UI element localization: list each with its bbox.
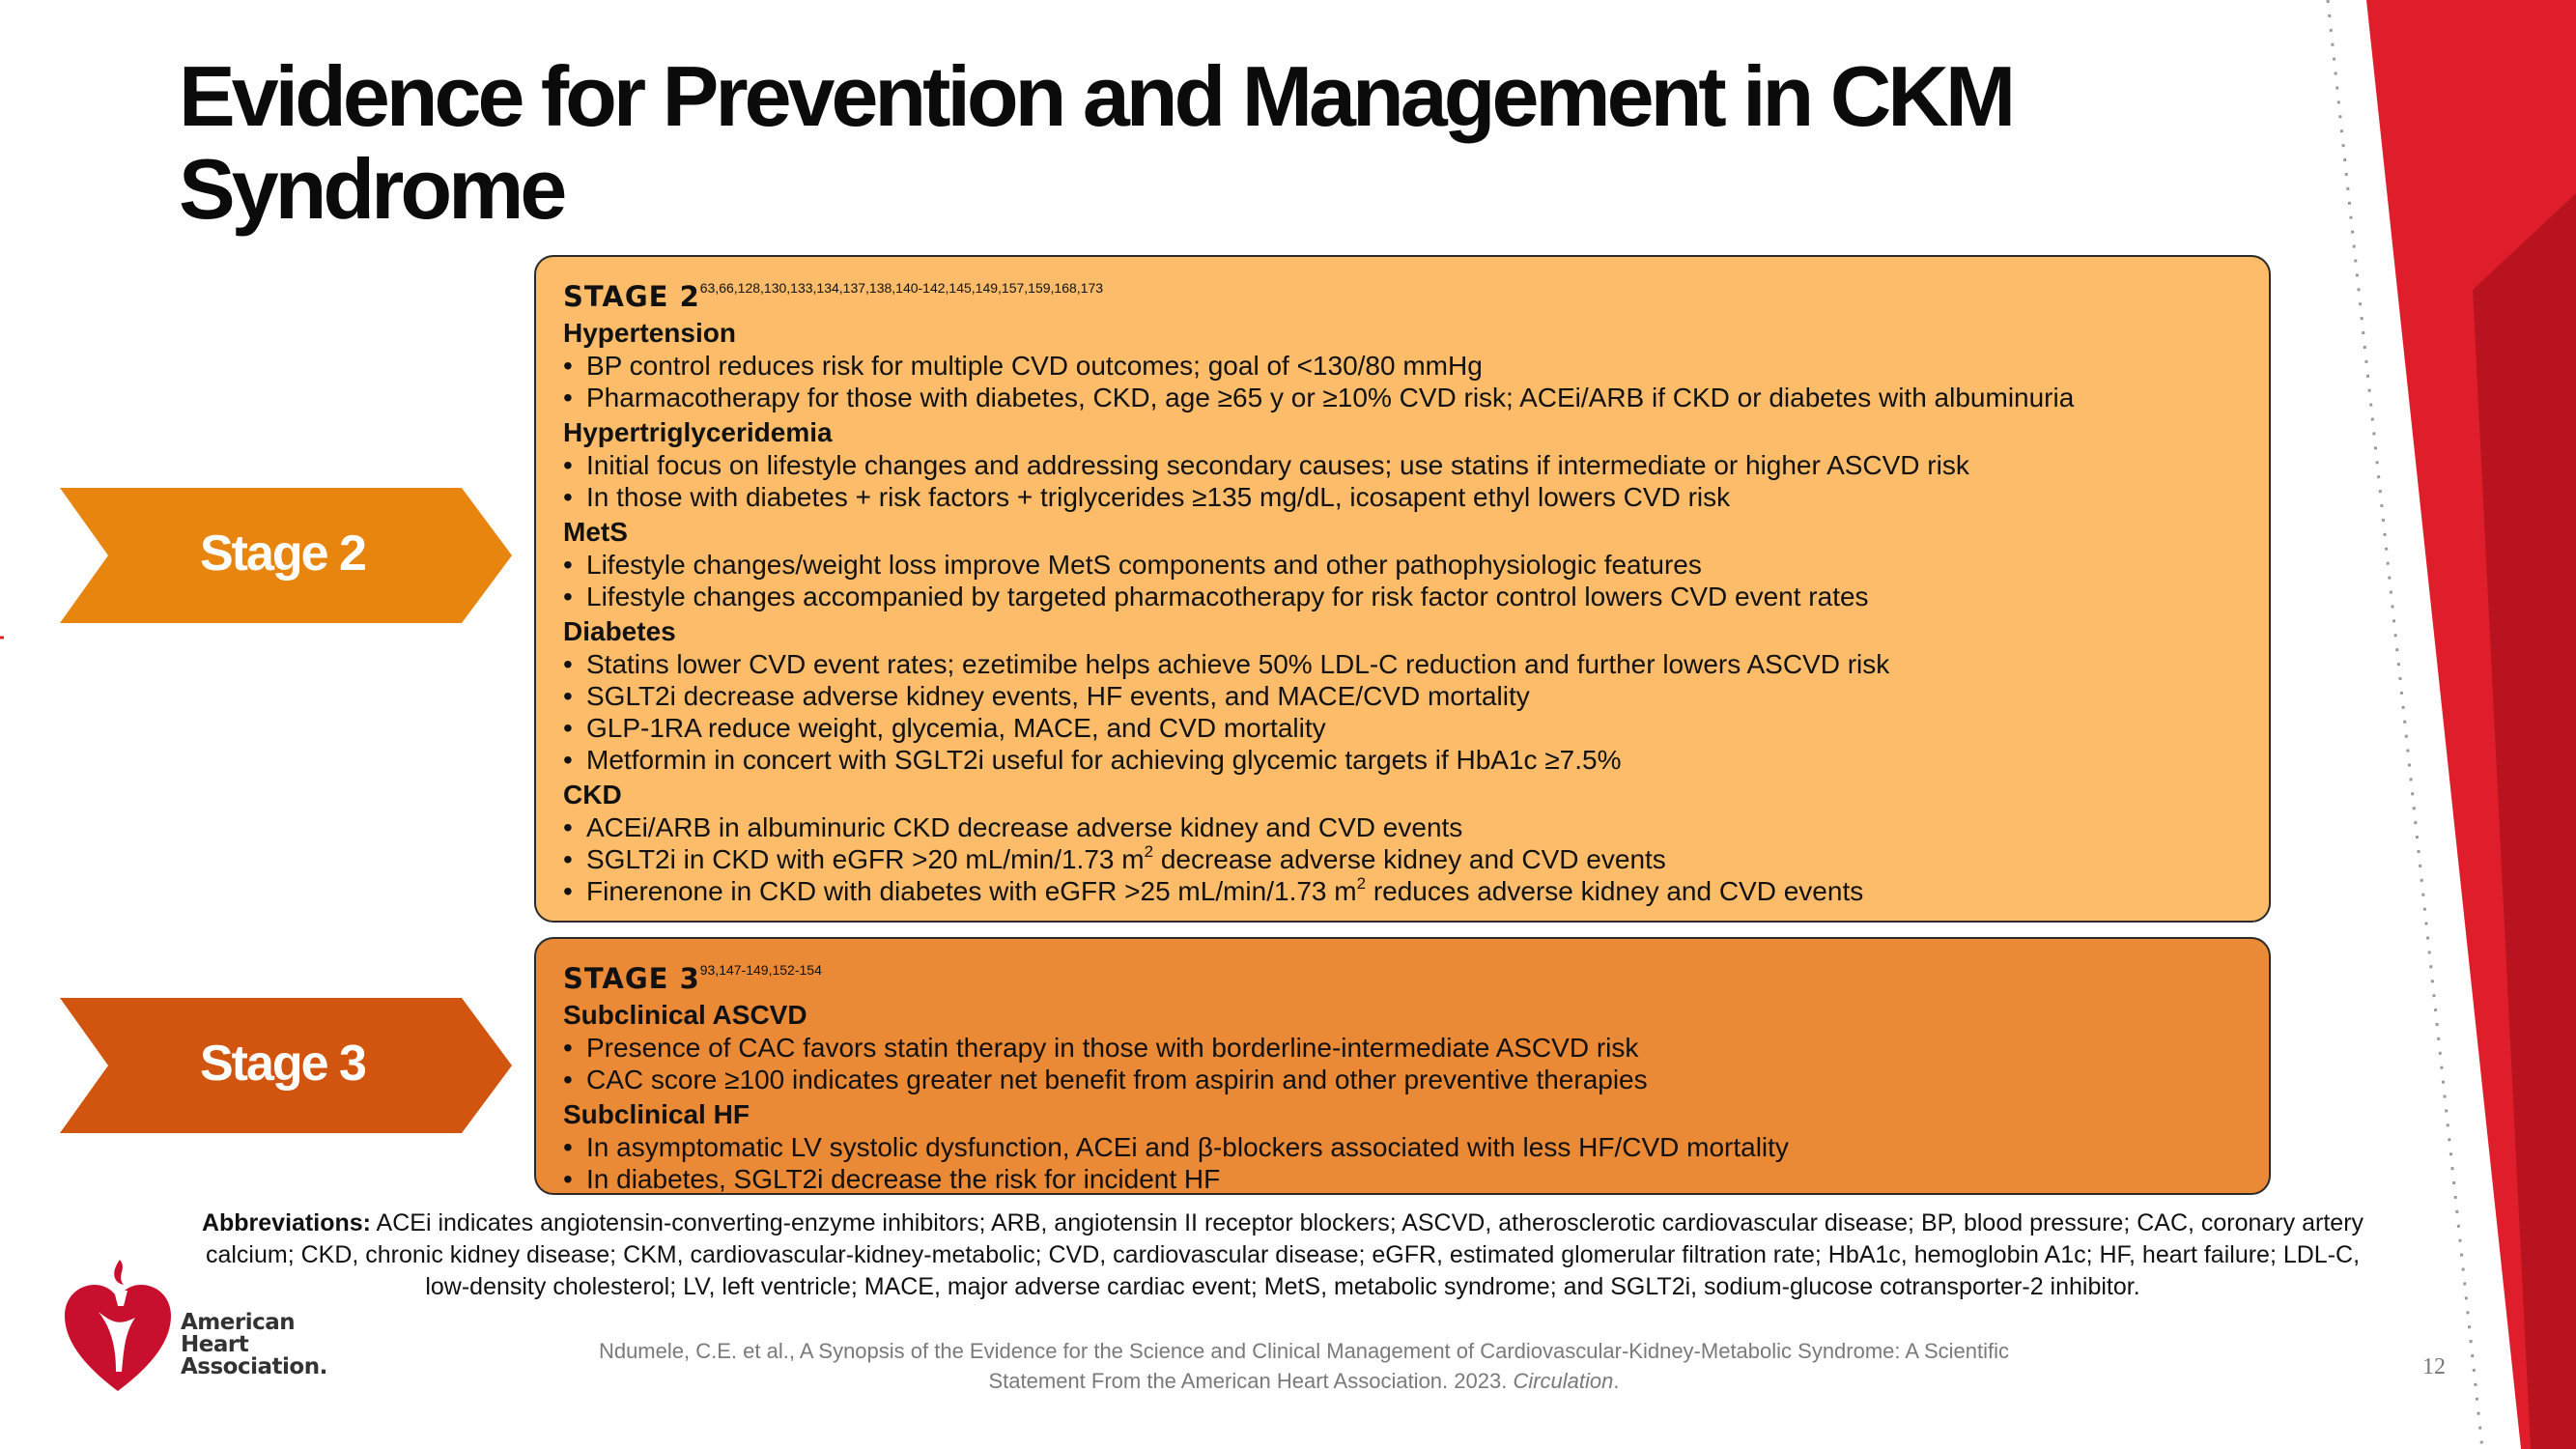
list-item: • SGLT2i in CKD with eGFR >20 mL/min/1.73 $m^2$ decrease adverse kidney and CVD events	[563, 843, 2242, 875]
citation-footnote: Ndumele, C.E. et al., A Synopsis of the Evidence for the Science and Clinical Management of Cardiovascular-Kidney-Metabolic Syndrome: A Scientific Statement From the American Heart Association. 2023. Circulation.	[598, 1339, 2010, 1393]
aha-logo-text: American Heart Association.	[181, 1310, 327, 1379]
stage2-evidence-box	[534, 255, 2271, 923]
list-item: • BP control reduces risk for multiple CVD outcomes; goal of <130/80 mmHg	[563, 350, 2242, 382]
subclinical-hf-list	[563, 1131, 2242, 1195]
abbreviations-text: ACEi indicates angiotensin-converting-enzyme inhibitors; ARB, angiotensin II receptor blockers; ASCVD, atherosclerotic cardiovascular disease; BP, blood pressure; CAC, coronary artery calcium; CKD, chronic kidney disease; CKM, cardiovascular-kidney-metabolic; CVD, cardiovascular disease; eGFR, estimated glomerular filtration rate; HbA1c, hemoglobin A1c; HF, heart failure; LDL-C, low-density cholesterol; LV, left ventricle; MACE, major adverse cardiac event; MetS, metabolic syndrome; and SGLT2i, sodium-glucose cotransporter-2 inhibitor.	[205, 1209, 2364, 1300]
stage3-chevron	[0, 0, 541, 1159]
stage3-heading: STAGE 3$^{93,147-149,152-154}$	[563, 962, 822, 995]
list-item: • In asymptomatic LV systolic dysfunction, ACEi and β-blockers associated with less HF/CVD mortality	[563, 1131, 2242, 1163]
abbreviations-footnote	[191, 1208, 2374, 1303]
section-title-hypertension: Hypertension	[563, 318, 736, 348]
slide-title: Evidence for Prevention and Management in CKM Syndrome	[179, 48, 2013, 237]
hypertension-list	[563, 350, 2242, 413]
stage3-references: 93,147-149,152-154	[699, 962, 822, 978]
stage2-heading: STAGE 2$^{63,66,128,130,133,134,137,138,140-142,145,149,157,159,168,173}$	[563, 280, 1104, 313]
heart-torch-logo-icon	[60, 1256, 176, 1401]
list-item: • In diabetes, SGLT2i decrease the risk for incident HF	[563, 1163, 2242, 1195]
list-item: • Presence of CAC favors statin therapy in those with borderline-intermediate ASCVD risk	[563, 1032, 2242, 1064]
abbreviations-label: Abbreviations:	[201, 1209, 371, 1236]
stage2-references: 63,66,128,130,133,134,137,138,140-142,145,149,157,159,168,173	[699, 280, 1104, 296]
list-item: • Lifestyle changes accompanied by targeted pharmacotherapy for risk factor control lowers CVD event rates	[563, 581, 2242, 612]
stage2-chevron-label: Stage 2	[200, 526, 365, 582]
section-title-subclinical-hf: Subclinical HF	[563, 1099, 750, 1129]
list-item: • CAC score ≥100 indicates greater net benefit from aspirin and other preventive therapies	[563, 1064, 2242, 1095]
list-item: • Finerenone in CKD with diabetes with eGFR >25 mL/min/1.73 $m^2$ reduces adverse kidney and CVD events	[563, 875, 2242, 907]
journal-name: Circulation	[1513, 1369, 1614, 1393]
diabetes-list	[563, 648, 2242, 776]
list-item: • GLP-1RA reduce weight, glycemia, MACE, and CVD mortality	[563, 712, 2242, 744]
page-number: 12	[2422, 1354, 2446, 1379]
ckd-list	[563, 811, 2242, 907]
list-item: • SGLT2i decrease adverse kidney events, HF events, and MACE/CVD mortality	[563, 680, 2242, 712]
section-title-hypertriglyceridemia: Hypertriglyceridemia	[563, 417, 833, 447]
section-title-diabetes: Diabetes	[563, 616, 676, 646]
list-item: • Lifestyle changes/weight loss improve MetS components and other pathophysiologic features	[563, 549, 2242, 581]
subclinical-ascvd-list	[563, 1032, 2242, 1095]
section-title-mets: MetS	[563, 517, 628, 547]
list-item: • ACEi/ARB in albuminuric CKD decrease adverse kidney and CVD events	[563, 811, 2242, 843]
mets-list	[563, 549, 2242, 612]
section-title-ckd: CKD	[563, 780, 622, 810]
list-item: • In those with diabetes + risk factors + triglycerides ≥135 mg/dL, icosapent ethyl lowers CVD risk	[563, 481, 2242, 513]
list-item: • Initial focus on lifestyle changes and addressing secondary causes; use statins if intermediate or higher ASCVD risk	[563, 449, 2242, 481]
stage3-chevron-label: Stage 3	[200, 1036, 365, 1092]
section-title-subclinical-ascvd: Subclinical ASCVD	[563, 1000, 807, 1030]
hypertriglyceridemia-list	[563, 449, 2242, 513]
stage3-evidence-box	[534, 937, 2271, 1195]
list-item: • Metformin in concert with SGLT2i useful for achieving glycemic targets if HbA1c ≥7.5%	[563, 744, 2242, 776]
list-item: • Pharmacotherapy for those with diabetes, CKD, age ≥65 y or ≥10% CVD risk; ACEi/ARB if CKD or diabetes with albuminuria	[563, 382, 2242, 413]
list-item: • Statins lower CVD event rates; ezetimibe helps achieve 50% LDL-C reduction and further lowers ASCVD risk	[563, 648, 2242, 680]
